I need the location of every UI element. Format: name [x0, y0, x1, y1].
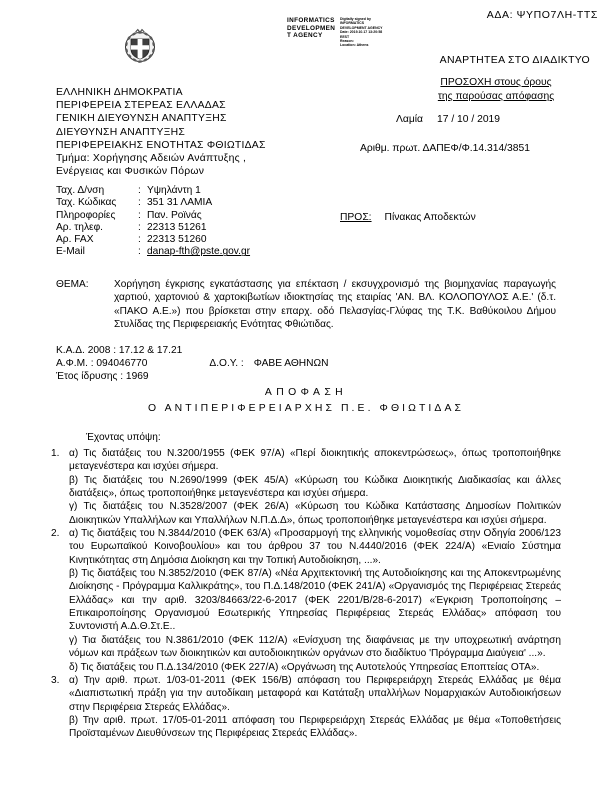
list-item-paragraph: δ) Τις διατάξεις του Π.Δ.134/2010 (ΦΕΚ 227/Α) «Οργάνωση της Αυτοτελούς Υπηρεσίας Εποπτείας ΟΤΑ». [69, 661, 540, 673]
contact-colon-1: : [138, 197, 141, 209]
table-row [56, 234, 250, 246]
list-item [51, 447, 561, 527]
contact-value-4: 22313 51260 [147, 234, 207, 246]
table-row [56, 222, 250, 234]
subject-block [56, 278, 556, 331]
contact-label-1: Ταχ. Κώδικας [56, 197, 117, 209]
publication-notice: ΑΝΑΡΤΗΤΕΑ ΣΤΟ ΔΙΑΔΙΚΤΥΟ [439, 54, 590, 66]
signature-agency-name [287, 17, 337, 40]
afm-value: Α.Φ.Μ. : 094046770 [56, 358, 148, 369]
contact-label-5: E-Mail [56, 246, 85, 258]
sig-line-2: DEVELOPMEN [287, 24, 336, 32]
list-item-number: 3. [51, 674, 60, 686]
contact-value-3: 22313 51261 [147, 221, 207, 233]
decision-subtitle: Ο ΑΝΤΙΠΕΡΙΦΕΡΕΙΑΡΧΗΣ Π.Ε. ΦΘΙΩΤΙΔΑΣ [147, 403, 465, 414]
authority-line-3: ΔΙΕΥΘΥΝΣΗ ΑΝΑΠΤΥΞΗΣ [56, 126, 186, 138]
contact-value-2: Παν. Ροϊνάς [147, 209, 202, 221]
tax-registry-row [56, 357, 328, 370]
authority-line-1: ΠΕΡΙΦΕΡΕΙΑ ΣΤΕΡΕΑΣ ΕΛΛΑΔΑΣ [56, 100, 226, 112]
list-item [51, 674, 561, 741]
protocol-number: Αριθμ. πρωτ. ΔΑΠΕΦ/Φ.14.314/3851 [360, 143, 530, 154]
preamble-text: Έχοντας υπόψη: [86, 432, 161, 443]
sig-detail-6: Location: Athens [340, 43, 369, 48]
contact-colon-2: : [138, 209, 141, 221]
list-item-number: 2. [51, 528, 60, 540]
recipient-line [340, 212, 476, 223]
contact-colon-0: : [138, 185, 141, 196]
list-item-paragraph: β) Τις διατάξεις του Ν.3852/2010 (ΦΕΚ 87/Α) «Νέα Αρχιτεκτονική της Αυτοδιοίκησης και της Αποκεντρωμένης Διοίκησης - Πρόγραμμα Καλλικράτης», του Π.Δ.148/2010 (ΦΕΚ 241/Α) «Οργανισμός της Περιφέρειας Στερεάς Ελλάδας» και την αριθ. 3203/84663/22-6-2017 (ΦΕΚ 2201/Β/28-6-2017) «Έγκριση Τροποποίησης – Επικαιροποίησης Οργανισμού Εσωτερικής Υπηρεσίας Περιφέρειας Στερεάς Ελλάδας» απόφαση του Συντονιστή Α.Δ.Θ.Στ.Ε.. [69, 568, 561, 633]
attention-line-1: ΠΡΟΣΟΧΗ στους όρους [440, 77, 552, 88]
list-item-paragraph: α) Τις διατάξεις του Ν.3844/2010 (ΦΕΚ 63/Α) «Προσαρμογή της ελληνικής νομοθεσίας στην Οδηγία 2006/123 του Ευρωπαϊκού Κοινοβουλίου» και του άρθρου 37 του Ν.4440/2016 (ΦΕΚ 224/Α) «Ενιαίο Σύστημα Κινητικότητας στη Δημόσια Διοίκηση και την Τοπική Αυτοδιοίκηση, ...». [69, 528, 561, 566]
contact-table [56, 185, 250, 259]
table-row [56, 210, 250, 222]
contact-details [56, 185, 250, 259]
contact-label-0: Ταχ. Δ/νση [56, 185, 105, 196]
decision-title: ΑΠΟΦΑΣΗ [264, 387, 348, 398]
kad-code: Κ.Α.Δ. 2008 : 17.12 & 17.21 [56, 345, 183, 356]
list-item-paragraph: α) Τις διατάξεις του Ν.3200/1955 (ΦΕΚ 97/Α) «Περί διοικητικής αποκεντρώσεως», όπως τροποποιήθηκε μεταγενέστερα και ισχύει σήμερα. [69, 448, 561, 473]
doy-value: ΦΑΒΕ ΑΘΗΝΩΝ [253, 358, 329, 369]
attention-notice [390, 76, 602, 103]
contact-label-2: Πληροφορίες [56, 209, 116, 221]
authority-line-2: ΓΕΝΙΚΗ ΔΙΕΥΘΥΝΣΗ ΑΝΑΠΤΥΞΗΣ [56, 113, 227, 125]
founding-year: Έτος ίδρυσης : 1969 [56, 371, 149, 382]
date-label: 17 / 10 / 2019 [437, 114, 500, 125]
contact-label-4: Αρ. FAX [56, 234, 94, 246]
city-label: Λαμία [396, 114, 424, 125]
sig-line-3: T AGENCY [287, 32, 323, 40]
list-item [51, 527, 561, 674]
sig-detail-0: Digitally signed by [340, 17, 371, 21]
sig-line-1: INFORMATICS [287, 17, 335, 24]
doy-label: Δ.Ο.Υ. : [209, 358, 244, 369]
registry-block [56, 344, 328, 383]
list-item-paragraph: γ) Τια διατάξεις του Ν.3861/2010 (ΦΕΚ 112/Α) «Ενίσχυση της διαφάνειας με την υποχρεωτική ανάρτηση νόμων και πράξεων των διοικητικών και αυτοδιοικητικών οργάνων στο διαδίκτυο 'Πρόγραμμα Διαύγεια' ...». [69, 634, 561, 660]
attention-line-2: της παρούσας απόφασης [437, 90, 555, 102]
table-row [56, 197, 250, 209]
list-item-paragraph: γ) Τις διατάξεις του Ν.3528/2007 (ΦΕΚ 26/Α) «Κύρωση του Κώδικα Κατάστασης Δημοσίων Πολιτικών Διοικητικών Υπαλλήλων και Υπαλλήλων Ν.Π.Δ.Δ», όπως τροποποιήθηκε μεταγενέστερα και ισχύει σήμερα. [69, 501, 561, 526]
table-row [56, 185, 250, 197]
authority-line-4: ΠΕΡΙΦΕΡΕΙΑΚΗΣ ΕΝΟΤΗΤΑΣ ΦΘΙΩΤΙΔΑΣ [56, 139, 266, 151]
recipient-value: Πίνακας Αποδεκτών [384, 212, 476, 223]
city-date [396, 114, 500, 125]
issuing-authority [56, 86, 266, 178]
contact-colon-4: : [138, 234, 141, 246]
subject-label: ΘΕΜΑ: [56, 279, 89, 290]
contact-colon-5: : [138, 246, 141, 258]
contact-value-0: Υψηλάντη 1 [147, 185, 201, 196]
legal-basis-list [51, 447, 561, 741]
subject-text: Χορήγηση έγκρισης εγκατάστασης για επέκταση / εκσυγχρονισμό της βιομηχανίας παραγωγής χαρτιού, χαρτονιού & χαρτοκιβωτίων ιδιοκτησίας της εταιρίας 'ΑΝ. ΒΛ. ΚΟΛΟΠΟΥΛΟΣ Α.Ε.' (δ.τ. «ΠΑΚΟ Α.Ε.») που βρίσκεται στην επαρχ. οδό Πελασγίας-Γλύφας της Τ.Κ. Βαθύκοιλου Δήμου Στυλίδας της Περιφερειακής Ενότητας Φθιώτιδας. [114, 279, 556, 330]
sig-detail-4: EEST [340, 34, 350, 39]
authority-line-6: Ενέργειας και Φυσικών Πόρων [56, 166, 205, 178]
recipient-label: ΠΡΟΣ: [340, 212, 372, 223]
list-item-paragraph: β) Την αριθ. πρωτ. 17/05-01-2011 απόφαση του Περιφερειάρχη Στερεάς Ελλάδας με θέμα «Τοποθετήσεις Προϊσταμένων Διευθύνσεων της Περιφέρειας Στερεάς Ελλάδας». [69, 714, 561, 740]
list-item-number: 1. [51, 448, 60, 459]
signature-details [340, 17, 394, 48]
authority-line-5: Τμήμα: Χορήγησης Αδειών Ανάπτυξης , [56, 153, 247, 165]
authority-line-0: ΕΛΛΗΝΙΚΗ ΔΗΜΟΚΡΑΤΙΑ [56, 87, 183, 98]
table-row [56, 246, 250, 258]
email-link[interactable]: danap-fth@pste.gov.gr [147, 246, 251, 258]
sig-detail-5: Reason: [340, 39, 354, 44]
list-item-paragraph: α) Την αριθ. πρωτ. 1/03-01-2011 (ΦΕΚ 156/Β) απόφαση του Περιφερειάρχη Στερεάς Ελλάδας με θέμα «Διαπιστωτική πράξη για την αυτοδίκαιη μεταφορά και Κατάταξη υπαλλήλων Νομαρχιακών Αυτοδιοικήσεων στην Περιφέρεια Στερεάς Ελλάδας». [69, 674, 561, 713]
ada-reference: ΑΔΑ: ΨΥΠΟ7ΛΗ-ΤΤΣ [486, 9, 598, 21]
list-item-paragraph: β) Τις διατάξεις του Ν.2690/1999 (ΦΕΚ 45/Α) «Κύρωση του Κώδικα Διοικητικής Διαδικασίας και άλλες διατάξεις», όπως τροποποιήθηκε μεταγενέστερα και ισχύει σήμερα. [69, 474, 561, 500]
contact-value-1: 351 31 ΛΑΜΙΑ [147, 197, 213, 209]
contact-label-3: Αρ. τηλεφ. [56, 221, 104, 233]
sig-detail-1: INFORMATICS [340, 21, 365, 26]
sig-detail-2: DEVELOPMENT AGENCY [340, 25, 383, 30]
sig-detail-3: Date: 2019.10.17 13:20:58 [340, 30, 383, 35]
contact-colon-3: : [138, 221, 141, 233]
